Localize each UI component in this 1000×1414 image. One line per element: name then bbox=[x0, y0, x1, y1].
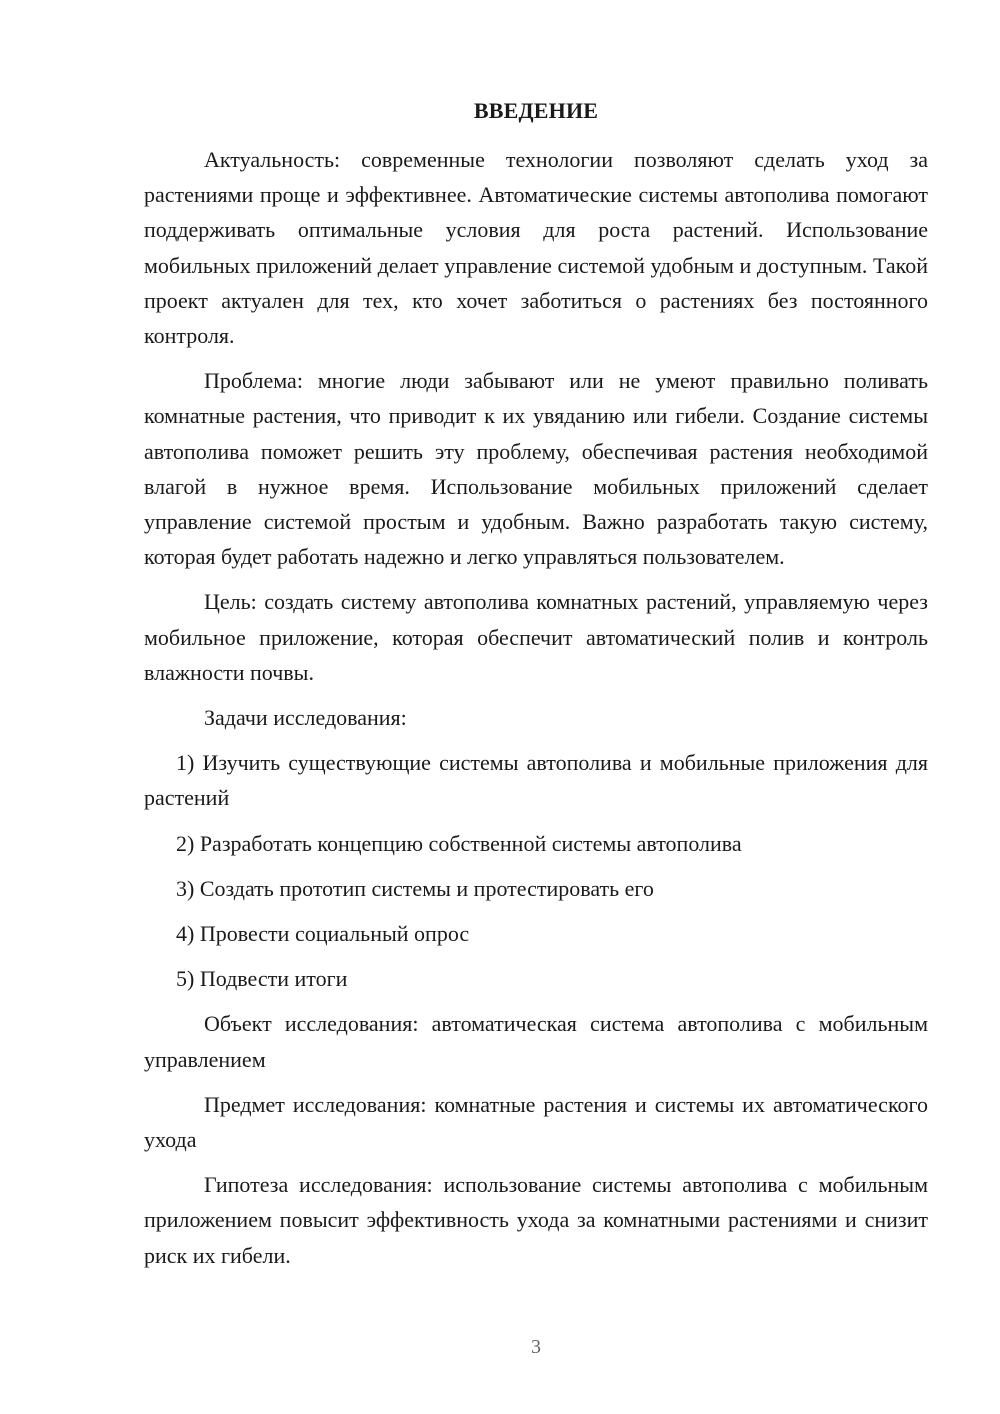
document-body bbox=[144, 142, 928, 1273]
list-item: 5) Подвести итоги bbox=[176, 966, 348, 992]
list-item: 3) Создать прототип системы и протестировать его bbox=[176, 875, 654, 901]
list-item: 1) Изучить существующие системы автополива и мобильные приложения для растений bbox=[144, 750, 928, 811]
object-paragraph: Объект исследования: автоматическая система автополива с мобильным управлением bbox=[144, 1011, 928, 1072]
tasks-heading: Задачи исследования: bbox=[204, 705, 407, 731]
section-title: ВВЕДЕНИЕ bbox=[473, 98, 599, 123]
subject-paragraph: Предмет исследования: комнатные растения и системы их автоматического ухода bbox=[144, 1091, 928, 1153]
list-item: 2) Разработать концепцию собственной системы автополива bbox=[176, 830, 742, 856]
tasks-list bbox=[144, 745, 928, 996]
problem-paragraph: Проблема: многие люди забывают или не умеют правильно поливать комнатные растения, что приводит к их увяданию или гибели. Создание системы автополива поможет решить эту проблему, обеспечивая растения необходимой влагой в нужное время. Использование мобильных приложений сделает управление системой простым и удобным. Важно разработать такую систему, которая будет работать надежно и легко управляться пользователем. bbox=[144, 368, 928, 570]
list-item: 4) Провести социальный опрос bbox=[176, 921, 470, 947]
goal-paragraph: Цель: создать систему автополива комнатных растений, управляемую через мобильное приложение, которая обеспечит автоматический полив и контроль влажности почвы. bbox=[144, 589, 928, 685]
hypothesis-paragraph: Гипотеза исследования: использование системы автополива с мобильным приложением повысит эффективность ухода за комнатными растениями и снизит риск их гибели. bbox=[144, 1172, 928, 1268]
relevance-paragraph: Актуальность: современные технологии позволяют сделать уход за растениями проще и эффективнее. Автоматические системы автополива помогают поддерживать оптимальные условия для роста растений. Использование мобильных приложений делает управление системой удобным и доступным. Такой проект актуален для тех, кто хочет заботиться о растениях без постоянного контроля. bbox=[144, 147, 928, 349]
page-number: 3 bbox=[531, 1336, 541, 1358]
